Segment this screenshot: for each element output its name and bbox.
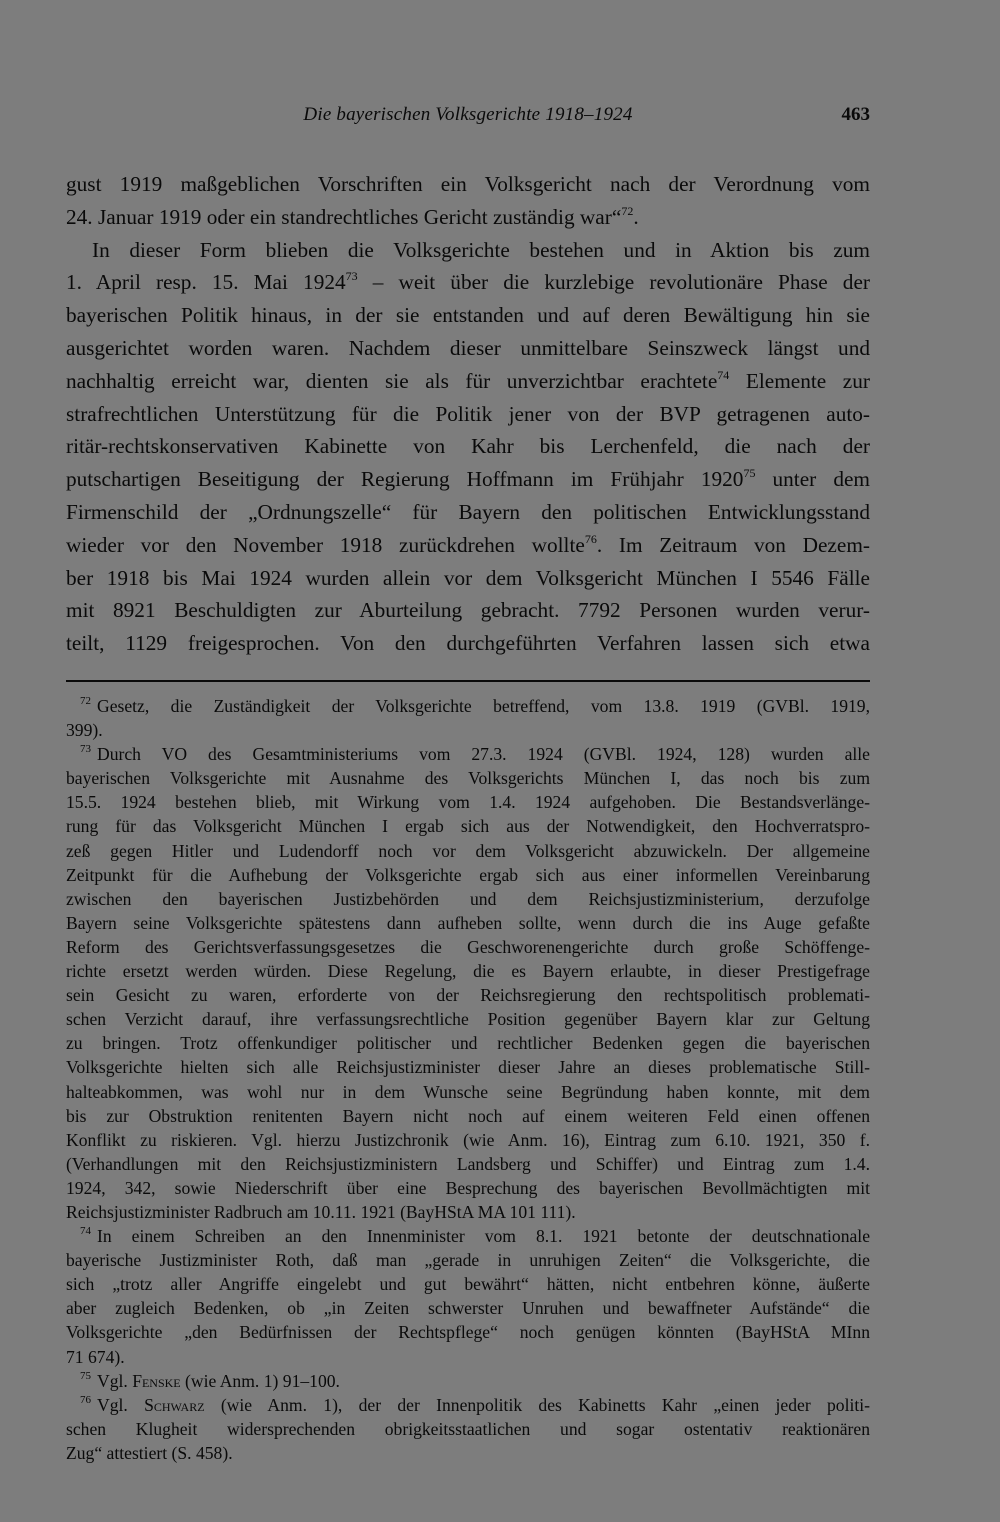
footnote-line bbox=[66, 1272, 870, 1296]
footnote-reference: 74 bbox=[717, 367, 730, 382]
text-line bbox=[66, 365, 870, 398]
line-text: sein Gesicht zu waren, erforderte von der Reichsregierung den rechtspolitisch problemati- bbox=[66, 985, 870, 1006]
footnote-line bbox=[66, 983, 870, 1007]
line-text: ausgerichtet worden waren. Nachdem dieser unmittelbare Seinszweck längst und bbox=[66, 335, 870, 360]
line-text: ritär-rechtskonservativen Kabinette von Kahr bis Lerchenfeld, die nach der bbox=[66, 434, 870, 459]
line-text: bayerischen Politik hinaus, in der sie entstanden und auf deren Bewältigung hin sie bbox=[66, 303, 870, 328]
author-name: Schwarz bbox=[144, 1394, 205, 1415]
line-text: Durch VO des Gesamtministeriums vom 27.3. 1924 (GVBl. 1924, 128) wurden alle bbox=[97, 744, 870, 765]
footnote-reference: 76 bbox=[584, 531, 597, 546]
line-text: nachhaltig erreicht war, dienten sie als für unverzichtbar erachtete bbox=[66, 368, 718, 393]
footnote-separator bbox=[66, 680, 870, 682]
line-text: gust 1919 maßgeblichen Vorschriften ein Volksgericht nach der Verordnung vom bbox=[66, 172, 870, 196]
text-line bbox=[66, 529, 870, 562]
line-text: strafrechtlichen Unterstützung für die Politik jener von der BVP getragenen auto- bbox=[66, 401, 870, 426]
line-text: bayerische Justizminister Roth, daß man „gerade in unruhigen Zeiten“ die Volksgerichte, die bbox=[66, 1250, 870, 1271]
line-text: Reichsjustizminister Radbruch am 10.11. 1921 (BayHStA MA 101 111). bbox=[66, 1201, 576, 1222]
line-text: schen Verzicht darauf, ihre verfassungsrechtliche Position gegenüber Bayern klar zur Geltung bbox=[66, 1009, 870, 1030]
line-text: Vgl. bbox=[97, 1394, 145, 1415]
line-text: richte ersetzt werden würden. Diese Regelung, die es Bayern erlaubte, in dieser Prestigefrage bbox=[66, 961, 870, 982]
line-text: Zeitpunkt für die Aufhebung der Volksgerichte ergab sich aus einer informellen Vereinbarung bbox=[66, 864, 870, 885]
body-text bbox=[66, 168, 870, 660]
line-text: Volksgerichte hielten sich alle Reichsjustizminister dieser Jahre an dieses problematische Still- bbox=[66, 1057, 870, 1078]
footnote-number: 75 bbox=[80, 1369, 91, 1382]
footnote-line bbox=[66, 887, 870, 911]
running-header bbox=[66, 104, 870, 134]
footnote-line bbox=[66, 911, 870, 935]
footnote-line bbox=[66, 1200, 870, 1224]
line-text: schen Klugheit widersprechenden obrigkeitsstaatlichen und sogar ostentativ reaktionären bbox=[66, 1418, 870, 1439]
footnote-line bbox=[66, 1345, 870, 1369]
line-text: halteabkommen, was wohl nur in dem Wunsche seine Begründung haben konnte, mit dem bbox=[66, 1081, 870, 1102]
footnote-line bbox=[66, 694, 870, 718]
line-text-continued: unter dem bbox=[755, 467, 871, 492]
footnote-line bbox=[66, 1152, 870, 1176]
footnote-line bbox=[66, 1296, 870, 1320]
footnote-line bbox=[66, 863, 870, 887]
line-text: rung für das Volksgericht München I ergab sich aus der Notwendigkeit, den Hochverratspro- bbox=[66, 816, 870, 837]
page-number: 463 bbox=[841, 104, 870, 125]
footnote-line bbox=[66, 790, 870, 814]
line-text: ber 1918 bis Mai 1924 wurden allein vor dem Volksgericht München I 5546 Fälle bbox=[66, 565, 870, 590]
line-text: teilt, 1129 freigesprochen. Von den durchgeführten Verfahren lassen sich etwa bbox=[66, 631, 870, 656]
line-text: (Verhandlungen mit den Reichsjustizministern Landsberg und Schiffer) und Eintrag zum 1.4. bbox=[66, 1153, 870, 1174]
text-line bbox=[66, 332, 870, 365]
footnote-line bbox=[66, 814, 870, 838]
footnote-line bbox=[66, 959, 870, 983]
footnote-number: 73 bbox=[80, 743, 91, 756]
line-text-continued: . bbox=[633, 204, 639, 229]
author-name: Fenske bbox=[132, 1370, 181, 1391]
footnote-line bbox=[66, 1369, 870, 1393]
footnote-line bbox=[66, 742, 870, 766]
footnote-line bbox=[66, 1224, 870, 1248]
line-text: bayerischen Volksgerichte mit Ausnahme des Volksgerichts München I, das noch bis zum bbox=[66, 768, 870, 789]
text-line bbox=[66, 234, 870, 267]
line-text: zwischen den bayerischen Justizbehörden und dem Reichsjustizministerium, derzufolge bbox=[66, 888, 870, 909]
footnote-line bbox=[66, 1441, 870, 1465]
line-text: bis zur Obstruktion renitenten Bayern nicht noch auf einem weiteren Feld einen offenen bbox=[66, 1105, 870, 1126]
line-text: sich „trotz aller Angriffe eingelebt und gut bewährt“ hätten, nicht entbehren könne, äußerte bbox=[66, 1274, 870, 1295]
footnote-line bbox=[66, 1320, 870, 1344]
text-line bbox=[66, 201, 870, 234]
line-text: Vgl. bbox=[97, 1370, 133, 1391]
text-line bbox=[66, 398, 870, 431]
footnote-line bbox=[66, 1393, 870, 1417]
line-text-continued: (wie Anm. 1), der der Innenpolitik des Kabinetts Kahr „einen jeder politi- bbox=[204, 1394, 870, 1415]
footnote-line bbox=[66, 1248, 870, 1272]
line-text: Gesetz, die Zuständigkeit der Volksgerichte betreffend, vom 13.8. 1919 (GVBl. 1919, bbox=[97, 696, 870, 716]
footnote-line bbox=[66, 766, 870, 790]
text-line bbox=[66, 496, 870, 529]
footnote-reference: 72 bbox=[621, 203, 634, 218]
footnote-line bbox=[66, 1128, 870, 1152]
line-text: Bayern seine Volksgerichte spätestens dann aufheben sollte, wenn durch die ins Auge gefaßte bbox=[66, 912, 870, 933]
line-text: Firmenschild der „Ordnungszelle“ für Bayern den politischen Entwicklungsstand bbox=[66, 499, 870, 524]
line-text: zu bringen. Trotz offenkundiger politischer und rechtlicher Bedenken gegen die bayerischen bbox=[66, 1033, 870, 1054]
footnote-line bbox=[66, 1031, 870, 1055]
line-text-continued: Elemente zur bbox=[729, 368, 870, 393]
line-text: Zug“ attestiert (S. 458). bbox=[66, 1442, 233, 1463]
line-text-continued: . Im Zeitraum von Dezem- bbox=[596, 532, 870, 557]
line-text-continued: (wie Anm. 1) 91–100. bbox=[180, 1370, 340, 1391]
footnote-line bbox=[66, 1104, 870, 1128]
footnote-reference: 73 bbox=[345, 269, 358, 284]
line-text: Konflikt zu riskieren. Vgl. hierzu Justizchronik (wie Anm. 16), Eintrag zum 6.10. 1921, 350 f. bbox=[66, 1129, 870, 1150]
footnote-number: 72 bbox=[80, 695, 91, 707]
text-line bbox=[66, 594, 870, 627]
line-text: aber zugleich Bedenken, ob „in Zeiten schwerster Unruhen und bewaffneter Aufstände“ die bbox=[66, 1298, 870, 1319]
line-text: 1. April resp. 15. Mai 1924 bbox=[66, 270, 346, 295]
line-text: Volksgerichte „den Bedürfnissen der Rechtspflege“ noch genügen könnten (BayHStA MInn bbox=[66, 1322, 870, 1343]
footnote-line bbox=[66, 1007, 870, 1031]
line-text: In dieser Form blieben die Volksgerichte bestehen und in Aktion bis zum bbox=[92, 237, 870, 262]
line-text: 71 674). bbox=[66, 1346, 125, 1367]
footnote-line bbox=[66, 1055, 870, 1079]
footnote-line bbox=[66, 718, 870, 742]
text-line bbox=[66, 463, 870, 496]
line-text: In einem Schreiben an den Innenminister vom 8.1. 1921 betonte der deutschnationale bbox=[97, 1226, 870, 1247]
footnote-number: 76 bbox=[80, 1393, 91, 1406]
line-text: Reform des Gerichtsverfassungsgesetzes die Geschworenengerichte durch große Schöffenge- bbox=[66, 936, 870, 957]
line-text: zeß gegen Hitler und Ludendorff noch vor dem Volksgericht abzuwickeln. Der allgemeine bbox=[66, 840, 870, 861]
running-title: Die bayerischen Volksgerichte 1918–1924 bbox=[303, 104, 633, 125]
footnote-line bbox=[66, 935, 870, 959]
text-line bbox=[66, 430, 870, 463]
line-text: putschartigen Beseitigung der Regierung Hoffmann im Frühjahr 1920 bbox=[66, 467, 744, 492]
footnote-line bbox=[66, 1080, 870, 1104]
text-line bbox=[66, 627, 870, 660]
footnote-line bbox=[66, 839, 870, 863]
footnote-line bbox=[66, 1176, 870, 1200]
line-text: 1924, 342, sowie Niederschrift über eine Besprechung des bayerischen Bevollmächtigten mit bbox=[66, 1177, 870, 1198]
line-text: 15.5. 1924 bestehen blieb, mit Wirkung vom 1.4. 1924 aufgehoben. Die Bestandsverlänge- bbox=[66, 792, 870, 813]
text-line bbox=[66, 562, 870, 595]
line-text: wieder vor den November 1918 zurückdrehen wollte bbox=[66, 532, 585, 557]
line-text: mit 8921 Beschuldigten zur Aburteilung gebracht. 7792 Personen wurden verur- bbox=[66, 598, 870, 623]
footnote-number: 74 bbox=[80, 1225, 91, 1238]
footnote-line bbox=[66, 1417, 870, 1441]
line-text: 24. Januar 1919 oder ein standrechtliches Gericht zuständig war“ bbox=[66, 204, 622, 229]
line-text: 399). bbox=[66, 720, 103, 741]
line-text-continued: – weit über die kurzlebige revolutionäre Phase der bbox=[357, 270, 870, 295]
footnotes bbox=[66, 694, 870, 1465]
text-line bbox=[66, 168, 870, 201]
footnote-reference: 75 bbox=[743, 466, 756, 481]
text-line bbox=[66, 299, 870, 332]
text-line bbox=[66, 266, 870, 299]
